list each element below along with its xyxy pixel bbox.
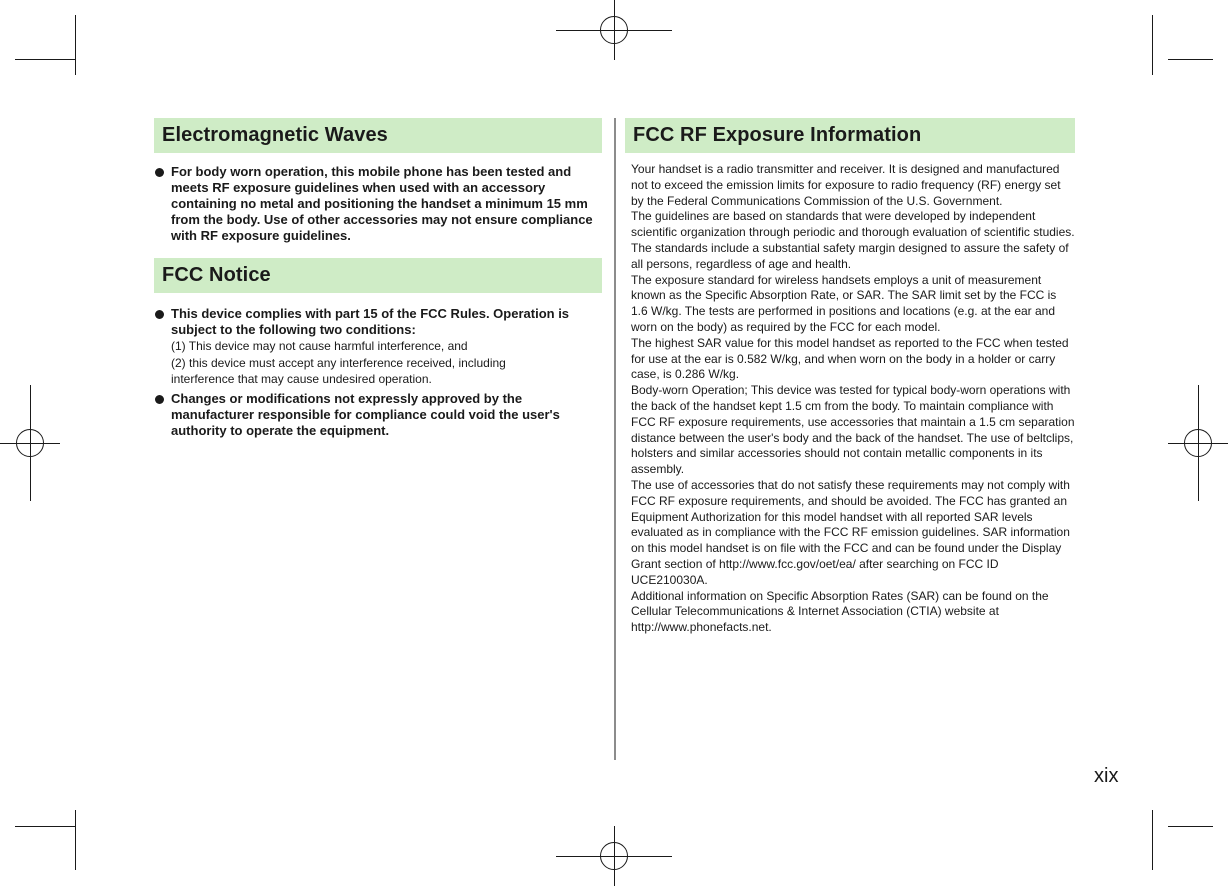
crop-mark xyxy=(15,59,75,60)
list-item xyxy=(154,164,602,244)
paragraph: Your handset is a radio transmitter and receiver. It is designed and manufactured not to exceed the emission limits for exposure to radio frequency (RF) energy set by the Federal Communications Commission of the U.S. Government. xyxy=(631,162,1061,208)
crop-mark xyxy=(75,810,76,870)
section-header-electromagnetic-waves xyxy=(154,118,602,153)
bullet-text: For body worn operation, this mobile phone has been tested and meets RF exposure guidelines when used with an accessory containing no metal and positioning the handset a minimum 15 mm from the body. Use of other accessories may not ensure compliance with RF exposure guidelines. xyxy=(171,164,593,243)
section-header-fcc-notice xyxy=(154,258,602,293)
bullet-dot-icon xyxy=(155,395,164,404)
section-title: FCC Notice xyxy=(162,264,271,286)
registration-circle xyxy=(600,842,628,870)
condition-line: (2) this device must accept any interference received, including xyxy=(171,355,506,370)
bullet-list xyxy=(154,391,602,439)
body-text xyxy=(625,162,1075,636)
bullet-text: This device complies with part 15 of the FCC Rules. Operation is subject to the following two conditions: xyxy=(171,306,570,337)
bullet-text: Changes or modifications not expressly approved by the manufacturer responsible for compliance could void the user's authority to operate the equipment. xyxy=(171,390,560,438)
bullet-dot-icon xyxy=(155,168,164,177)
section-header-fcc-rf-exposure xyxy=(625,118,1075,153)
left-column xyxy=(154,118,602,439)
crop-mark xyxy=(1152,15,1153,75)
right-column xyxy=(625,118,1075,636)
registration-circle xyxy=(1184,429,1212,457)
section-title: Electromagnetic Waves xyxy=(162,124,388,146)
registration-circle xyxy=(600,16,628,44)
condition-line: interference that may cause undesired operation. xyxy=(171,372,432,386)
paragraph: The highest SAR value for this model handset as reported to the FCC when tested for use at the ear is 0.582 W/kg, and when worn on the body in a holder or carry case, is 0.286 W/kg. xyxy=(631,335,1069,382)
paragraph: Body-worn Operation; This device was tested for typical body-worn operations with the back of the handset kept 1.5 cm from the body. To maintain compliance with FCC RF exposure requirements, use accessories that maintain a 1.5 cm separation distance between the user's body and the back of the handset. The use of beltclips, holsters and similar accessories should not contain metallic components in its assembly. xyxy=(631,383,1075,477)
section-title: FCC RF Exposure Information xyxy=(633,124,922,146)
crop-mark xyxy=(1168,826,1213,827)
page-number: xix xyxy=(1094,765,1119,787)
column-divider xyxy=(614,118,616,760)
list-item xyxy=(154,306,602,338)
paragraph: The use of accessories that do not satisfy these requirements may not comply with FCC RF exposure requirements, and should be avoided. The FCC has granted an Equipment Authorization for this model handset with all reported SAR levels evaluated as in compliance with the FCC RF emission guidelines. SAR information on this model handset is on file with the FCC and can be found under the Display Grant section of http://www.fcc.gov/oet/ea/ after searching on FCC ID UCE210030A. xyxy=(631,477,1070,587)
bullet-list xyxy=(154,306,602,338)
registration-circle xyxy=(16,429,44,457)
list-item xyxy=(154,391,602,439)
bullet-dot-icon xyxy=(155,310,164,319)
crop-mark xyxy=(15,826,75,827)
paragraph: Additional information on Specific Absorption Rates (SAR) can be found on the Cellular Telecommunications & Internet Association (CTIA) website at http://www.phonefacts.net. xyxy=(631,588,1049,635)
crop-mark xyxy=(1152,810,1153,870)
crop-mark xyxy=(75,15,76,75)
paragraph: The guidelines are based on standards that were developed by independent scientific organization through periodic and thorough evaluation of scientific studies. The standards include a substantial safety margin designed to assure the safety of all persons, regardless of age and health. xyxy=(631,209,1075,271)
bullet-list xyxy=(154,164,602,244)
condition-line: (1) This device may not cause harmful interference, and xyxy=(171,339,468,353)
crop-mark xyxy=(1168,59,1213,60)
paragraph: The exposure standard for wireless handsets employs a unit of measurement known as the Specific Absorption Rate, or SAR. The SAR limit set by the FCC is 1.6 W/kg. The tests are performed in positions and locations (e.g. at the ear and worn on the body) as required by the FCC for each model. xyxy=(631,272,1057,334)
